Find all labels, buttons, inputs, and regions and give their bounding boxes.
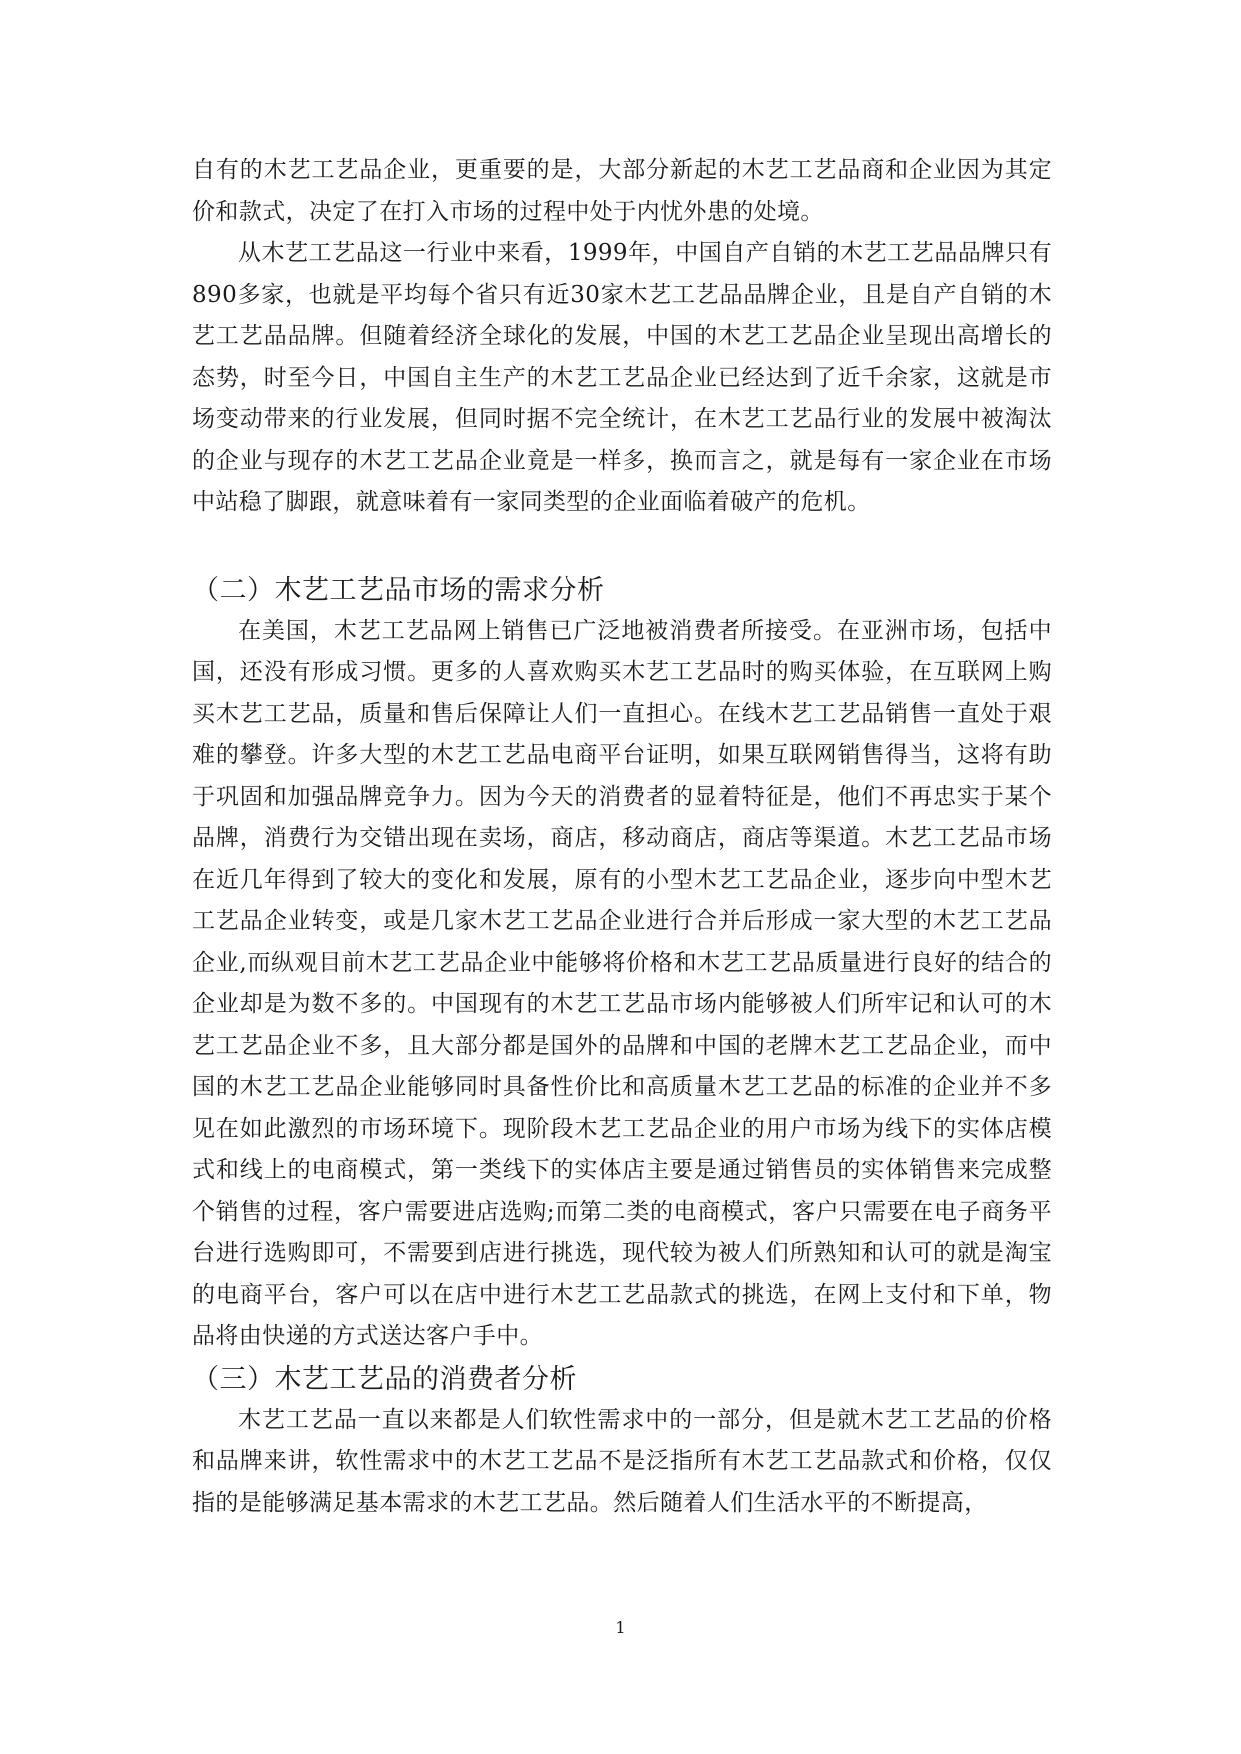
section-heading-consumer: （三）木艺工艺品的消费者分析 (192, 1363, 577, 1395)
page-content (192, 150, 1052, 1524)
consumer-paragraph: 木艺工艺品一直以来都是人们软性需求中的一部分，但是就木艺工艺品的价格和品牌来讲，软性需求中的木艺工艺品不是泛指所有木艺工艺品款式和价格，仅仅指的是能够满足基本需求的木艺工艺品。然后随着人们生活水平的不断提高， (192, 1406, 1052, 1516)
industry-paragraph: 从木艺工艺品这一行业中来看，1999年，中国自产自销的木艺工艺品品牌只有890多家，也就是平均每个省只有近30家木艺工艺品品牌企业，且是自产自销的木艺工艺品品牌。但随着经济全球化的发展，中国的木艺工艺品企业呈现出高增长的态势，时至今日，中国自主生产的木艺工艺品企业已经达到了近千余家，这就是市场变动带来的行业发展，但同时据不完全统计，在木艺工艺品行业的发展中被淘汰的企业与现存的木艺工艺品企业竟是一样多，换而言之，就是每有一家企业在市场中站稳了脚跟，就意味着有一家同类型的企业面临着破产的危机。 (192, 240, 1052, 515)
page-number: 1 (615, 1618, 626, 1637)
demand-paragraph: 在美国，木艺工艺品网上销售已广泛地被消费者所接受。在亚洲市场，包括中国，还没有形成习惯。更多的人喜欢购买木艺工艺品时的购买体验，在互联网上购买木艺工艺品，质量和售后保障让人们一直担心。在线木艺工艺品销售一直处于艰难的攀登。许多大型的木艺工艺品电商平台证明，如果互联网销售得当，这将有助于巩固和加强品牌竞争力。因为今天的消费者的显着特征是，他们不再忠实于某个品牌，消费行为交错出现在卖场，商店，移动商店，商店等渠道。木艺工艺品市场在近几年得到了较大的变化和发展，原有的小型木艺工艺品企业，逐步向中型木艺工艺品企业转变，或是几家木艺工艺品企业进行合并后形成一家大型的木艺工艺品企业,而纵观目前木艺工艺品企业中能够将价格和木艺工艺品质量进行良好的结合的企业却是为数不多的。中国现有的木艺工艺品市场内能够被人们所牢记和认可的木艺工艺品企业不多，且大部分都是国外的品牌和中国的老牌木艺工艺品企业，而中国的木艺工艺品企业能够同时具备性价比和高质量木艺工艺品的标准的企业并不多见在如此激烈的市场环境下。现阶段木艺工艺品企业的用户市场为线下的实体店模式和线上的电商模式，第一类线下的实体店主要是通过销售员的实体销售来完成整个销售的过程，客户需要进店选购;而第二类的电商模式，客户只需要在电子商务平台进行选购即可，不需要到店进行挑选，现代较为被人们所熟知和认可的就是淘宝的电商平台，客户可以在店中进行木艺工艺品款式的挑选，在网上支付和下单，物品将由快递的方式送达客户手中。 (192, 617, 1052, 1349)
continued-paragraph: 自有的木艺工艺品企业，更重要的是，大部分新起的木艺工艺品商和企业因为其定价和款式，决定了在打入市场的过程中处于内忧外患的处境。 (192, 157, 1052, 225)
section-heading-demand: （二）木艺工艺品市场的需求分析 (192, 574, 605, 606)
